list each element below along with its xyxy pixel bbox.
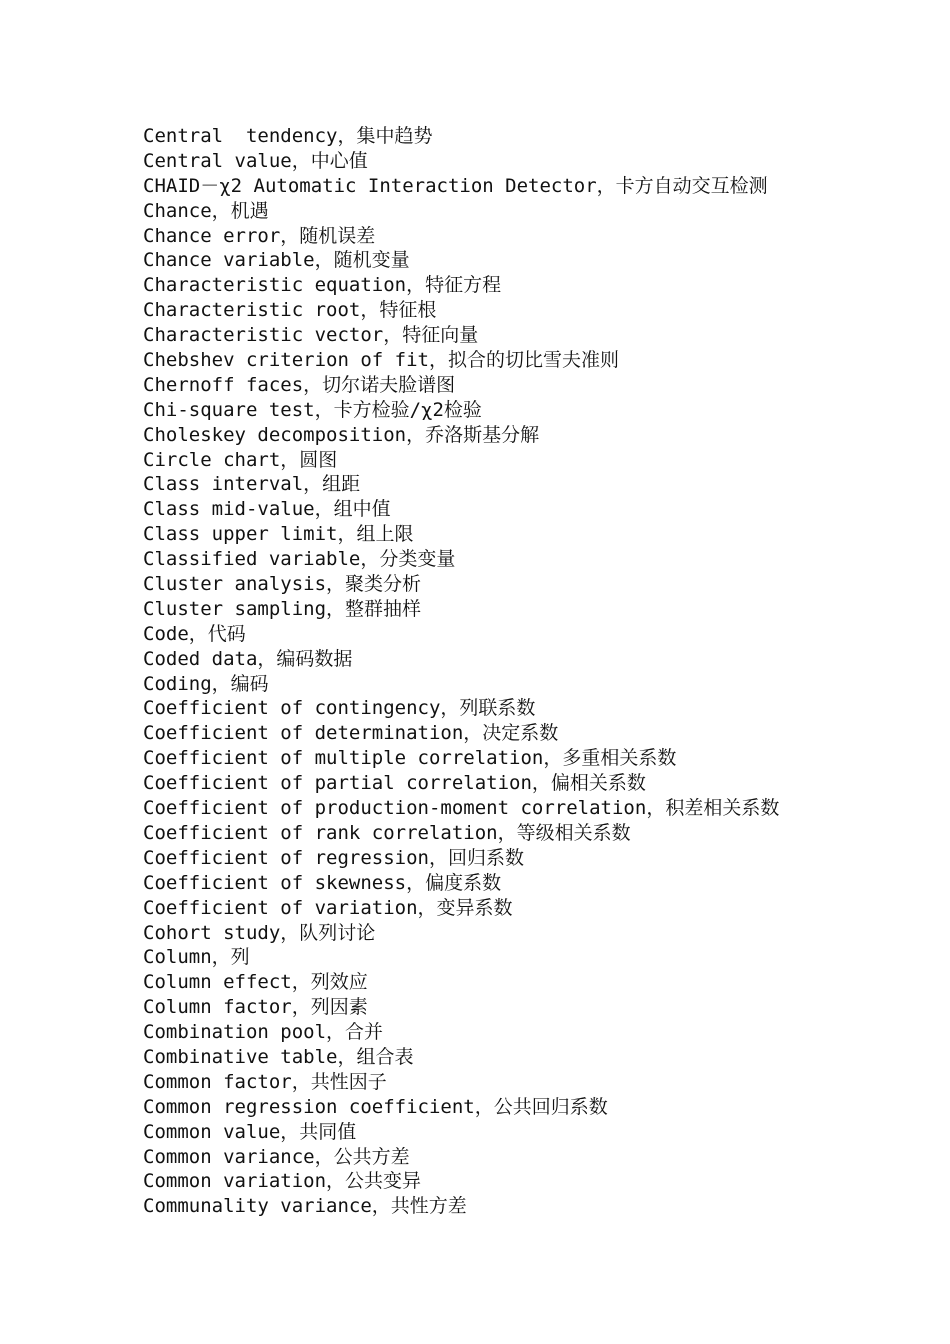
glossary-entry: Coefficient of production-moment correlation，积差相关系数 xyxy=(143,797,780,820)
glossary-entry: Column，列 xyxy=(143,946,250,969)
glossary-entry: Class interval，组距 xyxy=(143,473,361,496)
glossary-entry: Coefficient of contingency，列联系数 xyxy=(143,697,536,720)
glossary-entry: Characteristic root，特征根 xyxy=(143,299,437,322)
glossary-entry: Common variation，公共变异 xyxy=(143,1170,422,1193)
glossary-entry: Communality variance，共性方差 xyxy=(143,1195,467,1218)
glossary-entry: Coefficient of regression，回归系数 xyxy=(143,846,524,869)
glossary-entry: Common factor，共性因子 xyxy=(143,1070,387,1093)
glossary-entry: Common regression coefficient，公共回归系数 xyxy=(143,1095,608,1118)
glossary-entry: Code，代码 xyxy=(143,622,246,645)
glossary-list xyxy=(143,124,923,1219)
glossary-entry: Choleskey decomposition，乔洛斯基分解 xyxy=(143,423,540,446)
glossary-entry: Coded data，编码数据 xyxy=(143,647,353,670)
glossary-entry: Common value，共同值 xyxy=(143,1120,357,1143)
glossary-entry: Cluster analysis，聚类分析 xyxy=(143,573,422,596)
glossary-entry: Coefficient of rank correlation，等级相关系数 xyxy=(143,821,631,844)
glossary-entry: Coefficient of variation，变异系数 xyxy=(143,896,513,919)
glossary-entry: Cluster sampling，整群抽样 xyxy=(143,597,422,620)
glossary-entry: Common variance，公共方差 xyxy=(143,1145,410,1168)
glossary-entry: Coefficient of skewness，偏度系数 xyxy=(143,871,502,894)
glossary-entry: Chi-square test，卡方检验/χ2检验 xyxy=(143,398,482,421)
glossary-entry: Characteristic equation，特征方程 xyxy=(143,274,502,297)
glossary-entry: Chernoff faces，切尔诺夫脸谱图 xyxy=(143,373,456,396)
glossary-entry: Central tendency，集中趋势 xyxy=(143,125,433,147)
glossary-entry: Classified variable，分类变量 xyxy=(143,548,456,571)
glossary-entry: Class mid-value，组中值 xyxy=(143,498,391,521)
glossary-entry: Characteristic vector，特征向量 xyxy=(143,324,479,347)
glossary-entry: Central value，中心值 xyxy=(143,149,368,172)
glossary-entry: Coefficient of determination，决定系数 xyxy=(143,722,559,745)
glossary-entry: Cohort study，队列讨论 xyxy=(143,921,376,944)
glossary-entry: Coefficient of multiple correlation，多重相关系数 xyxy=(143,747,677,770)
glossary-entry: Circle chart，圆图 xyxy=(143,448,338,471)
glossary-entry: Column factor，列因素 xyxy=(143,996,368,1019)
glossary-entry: Column effect，列效应 xyxy=(143,971,368,994)
glossary-entry: Chance，机遇 xyxy=(143,199,269,222)
glossary-entry: Chebshev criterion of fit，拟合的切比雪夫准则 xyxy=(143,349,619,372)
glossary-entry: Coefficient of partial correlation，偏相关系数 xyxy=(143,772,646,795)
glossary-entry: Combination pool，合并 xyxy=(143,1021,384,1044)
glossary-entry: Chance error，随机误差 xyxy=(143,224,376,247)
glossary-entry: CHAID－χ2 Automatic Interaction Detector，卡方自动交互检测 xyxy=(143,174,768,197)
glossary-entry: Class upper limit，组上限 xyxy=(143,523,414,546)
glossary-entry: Chance variable，随机变量 xyxy=(143,249,410,272)
glossary-entry: Combinative table，组合表 xyxy=(143,1045,414,1068)
glossary-entry: Coding，编码 xyxy=(143,672,269,695)
